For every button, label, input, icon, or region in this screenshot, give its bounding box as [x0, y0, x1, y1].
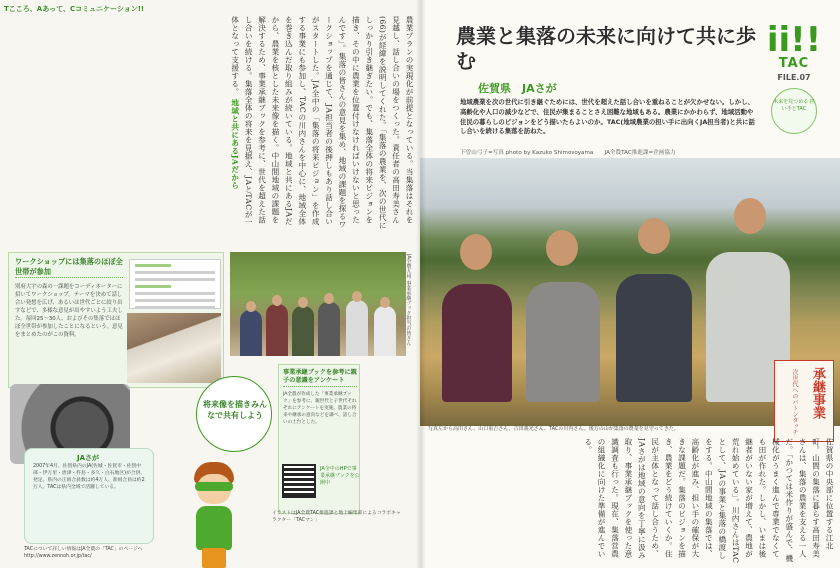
person-3-head: [638, 218, 670, 254]
tac-logo: [756, 20, 832, 134]
tacman-mascot: [184, 462, 244, 568]
leaf-badge-icon: 未来を見つめる 担い手とTAC: [771, 88, 817, 134]
series-header: Tこころ、Aあって、Cコミュニケーション!!: [4, 5, 145, 13]
right-body-column: [424, 438, 836, 564]
article-subtitle: 佐賀県 JAさが: [478, 82, 557, 95]
qr-caption: JA全中のHPで事業承継ブックを公開中: [320, 466, 360, 486]
business-succession-stamp: [774, 360, 834, 442]
file-number: FILE.07: [777, 73, 811, 82]
person-4-head: [734, 198, 766, 234]
right-page: [420, 0, 840, 568]
tac-wordmark: TAC: [778, 56, 810, 71]
speech-bubble-text: 将来像を描きみんなで共有しよう: [203, 400, 267, 420]
tac-info-footer: TACについて詳しい情報はJA全農の「TAC」のページへ http://www.zennoh.or.jp/tac/: [24, 547, 143, 559]
meeting-caption: JA全農九州 事業承継ブック担当の皆さん: [405, 254, 412, 346]
left-body-column: [4, 16, 416, 230]
hero-photo-caption: 写真左から高田さん、山口重吉さん、古田義光さん、TACの川内さん。後方の山が集落の農業を見守ってきた。: [428, 426, 679, 432]
page-gutter: [416, 0, 426, 568]
workshop-photo: [127, 313, 221, 383]
workshop-document-image: [129, 259, 221, 309]
survey-text: JA全農が作成した「事業承継ブック」を参考に、親世代と子世代それぞれにアンケートを実施。農業の将来や継承の意向などを調べ、話し合いの土台とした。: [283, 392, 357, 425]
right-body-text: 佐賀県の中央部に位置する江北町。山間の集落に暮らす高田寿美さんは、集落の農業を支える一人だ。「かつては米作りが盛んで、機械化がうまく進んで専業でなくても田が作れた。しかし、いまは後継者がいない家が増えて、農地が荒れ始めている」。川内さんはTACとして、JAの事業と集落の橋渡しをする。中山間地域の集落では、高齢化が進み、担い手の確保が大きな課題だ。集落のビジョンを描き、農業をどう続けていくか。住民が主体となって話し合うため、JAさがは地域の意向を丁寧に汲み取り、事業承継ブックを使った意識調査も行った。現在、集落営農の組織化に向けた準備が進んでいる。: [583, 438, 834, 564]
person-1: [442, 284, 512, 402]
ja-saga-box: [24, 448, 154, 544]
qr-code-icon[interactable]: [282, 464, 316, 498]
speech-bubble: [196, 376, 272, 452]
mascot-caption: イラストはJA全農TAC推進課と地上編集部によるコラボキャラクター「TACマン」: [272, 511, 401, 523]
workshop-title: ワークショップには集落のほぼ全世帯が参加: [15, 257, 123, 276]
article-lead: 地域農業を次の世代に引き継ぐためには、世代を超えた話し合いを重ねることが欠かせない。しかし、高齢化や人口の減少などで、住民が集まることさえ困難な地域もある。農業にかかわらず、地域活動や住民の暮らしのビジョンをどう描いたらよいのか。TAC(地域農業の担い手に出向くJA担当者)と共に話し合いを続ける集落を訪ねた。: [460, 98, 755, 136]
left-body-text: 農業プランの実現化が前提となっている。当集落はそれを見越し、話し合いの場をつくった。責任者の高田寿美さん(66)が経緯を説明してくれた。「集落の農業を、次の世代にしっかり引き継ぎたい。でも、集落全体の将来ビジョンを描き、その中に農業を位置付けなければいけないと思ったんです」。集落の皆さんの意見を集め、地域の課題を探るワークショップを通じて、JA担当者の後押しもあり話し合いがスタートした。JA全中の「集落の将来ビジョン」を作成する事業にも参加し、TACの川内さんを中心に、地域全体を巻き込んだ取り組みが続いている。地域と共にあるJAだから、農業を核とした未来像を描く。中山間地域の課題を解決するため、事業承継ブックを参考に、世代を超えた話し合いを続ける。集落全体の将来を見据え、JAとTACが一体となって支援する。 地域と共にあるJAだから: [230, 16, 414, 230]
person-3: [616, 274, 692, 402]
article-title: 農業と集落の未来に向けて共に歩む: [456, 24, 756, 73]
workshop-box: [8, 252, 224, 388]
survey-title: 事業承継ブックを参考に親子の意識をアンケート: [283, 369, 357, 387]
ja-saga-text: 2007年4月、佐賀県内のJA(佐城・佐賀市・佐賀中部・伊万里・唐津・杵島・多久・白石地区)が合併、発足。県内の正組合員数は約4万人、准組合員は約2万人。TACは県内全域で活躍している。: [33, 464, 146, 490]
left-green-headline: 地域と共にあるJAだから: [230, 98, 240, 190]
workshop-text: 別府大宇の森の一課題をコーディネーターに招いてワークショップ。テーマを決めて話し合い発想を広げ、あるいは世代ごとに絞り出すなどで、多様な意見が出やすいよう工夫した。毎回25〜30人、およびその集落ではほぼ全世帯が参加したことになるという。意見をまとめたのがこの資料。: [15, 284, 123, 338]
stamp-title: 承継事業: [810, 367, 825, 419]
meeting-photo: [230, 252, 406, 356]
tac-mark-icon: ii!!: [766, 20, 822, 60]
article-credit: 下曽山弓子=写真 photo by Kazuko Shimosoyama JA全農TAC推進課=企画協力: [460, 150, 676, 156]
person-1-head: [460, 234, 492, 270]
stamp-subtitle: 次世代へのバトンタッチ: [791, 369, 798, 435]
person-2-head: [546, 230, 578, 266]
person-2: [526, 282, 600, 402]
ja-saga-title: JAさが: [77, 454, 100, 462]
